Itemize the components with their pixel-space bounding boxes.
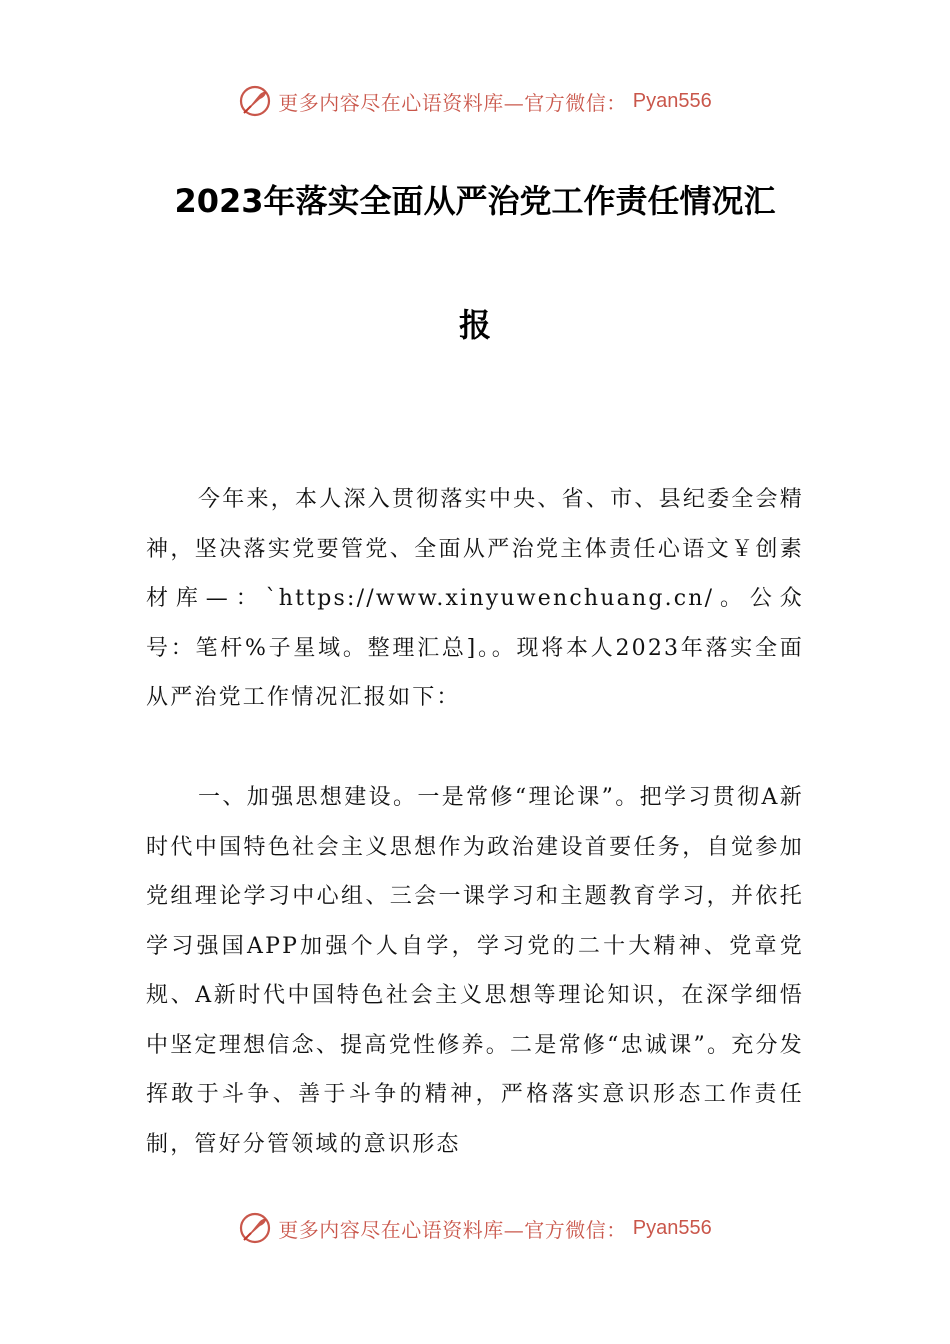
quill-pen-icon: [238, 84, 272, 118]
watermark-wechat-id: Pyan556: [632, 89, 712, 112]
quill-pen-icon: [238, 1211, 272, 1245]
document-title-line1: 2023年落实全面从严治党工作责任情况汇: [174, 182, 776, 220]
watermark-footer: [0, 1211, 950, 1251]
watermark-wechat-id: Pyan556: [632, 1216, 712, 1239]
watermark-text: 更多内容尽在心语资料库—官方微信：: [278, 1217, 627, 1242]
watermark-text: 更多内容尽在心语资料库—官方微信：: [278, 90, 627, 115]
paragraph-section-one: 一、加强思想建设。一是常修“理论课”。把学习贯彻A新时代中国特色社会主义思想作为政治建设首要任务，自觉参加党组理论学习中心组、三会一课学习和主题教育学习，并依托学习强国APP加强个人自学，学习党的二十大精神、党章党规、A新时代中国特色社会主义思想等理论知识，在深学细悟中坚定理想信念、提高党性修养。二是常修“忠诚课”。充分发挥敢于斗争、善于斗争的精神，严格落实意识形态工作责任制，管好分管领域的意识形态: [146, 785, 804, 1157]
document-title-line2: 报: [458, 306, 491, 344]
paragraph-intro: 今年来，本人深入贯彻落实中央、省、市、县纪委全会精神，坚决落实党要管党、全面从严治党主体责任心语文￥创素材库—：`https://www.xinyuwenchuang.cn/。公众号：笔杆%子星域。整理汇总]。。现将本人2023年落实全面从严治党工作情况汇报如下：: [146, 487, 804, 710]
watermark-header: [0, 84, 950, 124]
